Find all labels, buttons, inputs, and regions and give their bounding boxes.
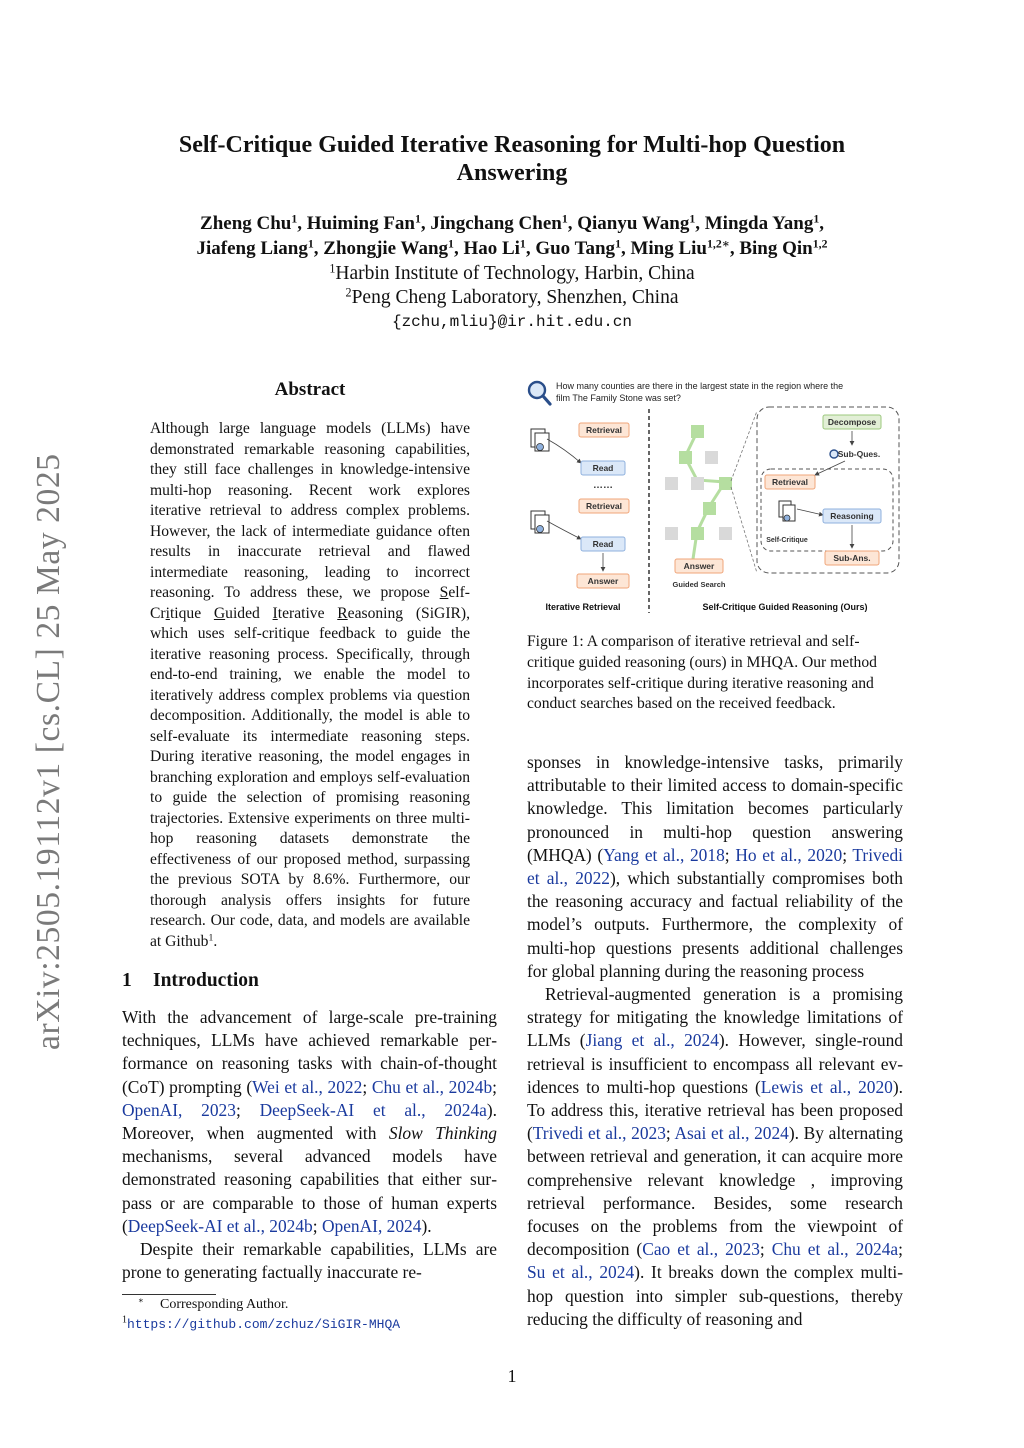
magnifier-icon	[529, 382, 550, 404]
github-url-link[interactable]: https://github.com/zchuz/SiGIR-MHQA	[127, 1317, 401, 1332]
citation-link[interactable]: Chu et al., 2024a	[771, 1239, 899, 1260]
self-critique-outer-box	[757, 407, 899, 573]
affiliation-2: $^2$Peng Cheng Laboratory, Shenzhen, China	[345, 285, 679, 308]
section-heading-introduction: 1 Introduction	[122, 970, 259, 991]
author: Hao Li$^1$,	[463, 237, 536, 259]
author: Jingchang Chen$^1$,	[430, 212, 578, 234]
citation-link[interactable]: OpenAI, 2024	[321, 1215, 422, 1236]
citation-link[interactable]: Asai et al., 2024	[674, 1123, 789, 1144]
sub-answer-label: Sub-Ans.	[833, 553, 871, 563]
author: Guo Tang$^1$,	[535, 237, 631, 259]
citation-link[interactable]: Yang et al., 2018	[603, 844, 725, 865]
citation-link[interactable]: Ho et al., 2020	[735, 844, 843, 865]
title-line-1: Self-Critique Guided Iterative Reasoning for Multi-hop Question	[178, 132, 846, 158]
abstract-body: Although large language models (LLMs) have demonstrated remarkable reasoning capabilities, they still face challenges in knowledge-intensive multi-hop reasoning. Recent work explores iterative retrieval to address complex problems. However, the lack of intermediate guidance often results in inaccurate retrieval and flawed intermediate reasoning, leading to incorrect reasoning. To address these, we propose Self-Critique Guided Iterative Reasoning (SiGIR), which uses self-critique feedback to guide the iterative reasoning process. Specifically, through end-to-end training, we enable the model to iteratively address complex problems via question decomposition. Additionally, the model is able to self-evaluate its intermediate reasoning steps. During iterative reasoning, the model engages in branching exploration and employs self-evaluation to guide the selection of promising reasoning trajectories. Extensive experiments on three multi-hop reasoning datasets demonstrate the effectiveness of our proposed method, surpassing the previous SOTA by 8.6%. Furthermore, our thorough analysis offers insights for future research. Our code, data, and models are available at Github$^1$.	[150, 420, 471, 950]
contact-email: {zchu,mliu}@ir.hit.edu.cn	[391, 313, 633, 331]
retrieval-label: Retrieval	[586, 501, 622, 511]
author: Ming Liu$^{1,2∗}$,	[630, 237, 740, 259]
answer-label: Answer	[587, 576, 619, 586]
sub-question-label: Sub-Ques.	[837, 449, 881, 459]
title-line-2: Answering	[456, 160, 568, 186]
retrieval-label: Retrieval	[772, 477, 808, 487]
arxiv-identifier: arXiv:2505.19112v1 [cs.CL] 25 May 2025	[30, 453, 67, 1050]
ellipsis: ……	[593, 480, 613, 491]
citation-link[interactable]: DeepSeek-AI et al., 2024b	[127, 1215, 313, 1236]
author: Jiafeng Liang$^1$,	[196, 237, 324, 259]
self-critique-guided-label: Self-Critique Guided Reasoning (Ours)	[702, 602, 868, 612]
right-column-text	[527, 751, 903, 1331]
footnote-corresponding-author: ∗ Corresponding Author.	[138, 1295, 289, 1312]
paper-title	[120, 131, 904, 187]
citation-link[interactable]: Su et al., 2024	[527, 1262, 635, 1283]
citation-link[interactable]: Trivedi et al., 2023	[532, 1123, 666, 1144]
author: Zheng Chu$^1$,	[200, 212, 307, 234]
right-paragraph-2: Retrieval-augmented generation is a promising strategy for mitigating the knowledge limitations of LLMs (Jiang et al., 2024). However, single-round retrieval is insufficient to encompass all relevant evidences to multi-hop questions (Lewis et al., 2020). To address this, iterative retrieval has been proposed (Trivedi et al., 2023; Asai et al., 2024). By alternating between retrieval and generation, it can acquire more comprehensive relevant knowledge , improving retrieval performance. Besides, some research focuses on the problems from the viewpoint of decomposition (Cao et al., 2023; Chu et al., 2024a; Su et al., 2024). It breaks down the complex multi-hop question into simpler sub-questions, thereby reducing the difficulty of reasoning and	[527, 984, 903, 1329]
citation-link[interactable]: OpenAI, 2023	[122, 1099, 236, 1120]
reasoning-label: Reasoning	[830, 511, 874, 521]
author: Zhongjie Wang$^1$,	[323, 237, 464, 259]
document-icon	[531, 511, 549, 533]
citation-link[interactable]: Jiang et al., 2024	[585, 1030, 719, 1051]
citation-link[interactable]: Lewis et al., 2020	[760, 1076, 893, 1097]
page-number: 1	[507, 1366, 517, 1386]
guided-search-label: Guided Search	[672, 580, 726, 589]
citation-link[interactable]: DeepSeek-AI et al., 2024a	[259, 1099, 487, 1120]
answer-label: Answer	[683, 561, 715, 571]
figure-1-diagram	[525, 377, 905, 617]
left-column-text	[122, 1006, 497, 1284]
read-label: Read	[592, 539, 614, 549]
authors-line-2	[120, 237, 904, 261]
citation-link[interactable]: Chu et al., 2024b	[371, 1076, 493, 1097]
citation-link[interactable]: Trivedi et al., 2022	[527, 844, 903, 889]
self-critique-label: Self-Critique	[766, 537, 808, 544]
search-tree	[665, 425, 732, 559]
figure-caption: Figure 1: A comparison of iterative retrieval and self-critique guided reasoning (ours) in MHQA. Our method incorporates self-critique during iterative reasoning and conduct searches based on the received feedback.	[527, 633, 877, 713]
read-label: Read	[592, 463, 614, 473]
intro-paragraph-1: With the advancement of large-scale pre-training techniques, LLMs have achieved remarkable performance on reasoning tasks with chain-of-thought (CoT) prompting (Wei et al., 2022; Chu et al., 2024b; OpenAI, 2023; DeepSeek-AI et al., 2024a). Moreover, when augmented with Slow Thinking mechanisms, several advanced models have demonstrated reasoning capabilities that either surpass or are comparable to those of human experts (DeepSeek-AI et al., 2024b; OpenAI, 2024).	[122, 1007, 497, 1236]
figure-question-line-1: How many counties are there in the largest state in the region where the	[556, 381, 844, 391]
affiliation-1: $^1$Harbin Institute of Technology, Harbin, China	[329, 261, 695, 284]
footnote-marker: 1	[208, 932, 214, 944]
iterative-retrieval-label: Iterative Retrieval	[545, 602, 621, 612]
abstract-heading: Abstract	[274, 379, 346, 400]
method-name: Self-Critique Guided Iterative Reasoning	[150, 584, 470, 622]
decompose-label: Decompose	[827, 417, 877, 427]
authors-line-1	[120, 212, 904, 236]
author: Huiming Fan$^1$,	[306, 212, 431, 234]
document-icon	[779, 501, 795, 521]
figure-question-line-2: film The Family Stone was set?	[556, 393, 681, 403]
retrieval-label: Retrieval	[586, 425, 622, 435]
author: Qianyu Wang$^1$,	[577, 212, 705, 234]
document-icon	[531, 429, 549, 451]
footnote-github-link: $^1$https://github.com/zchuz/SiGIR-MHQA	[122, 1314, 401, 1332]
intro-paragraph-2: Despite their remarkable capabilities, LLMs are prone to generating factually inaccurate re-	[122, 1239, 497, 1283]
author: Bing Qin$^{1,2}$	[739, 237, 828, 259]
footnote-divider	[122, 1294, 216, 1295]
citation-link[interactable]: Wei et al., 2022	[252, 1076, 363, 1097]
author: Mingda Yang$^1$,	[704, 212, 824, 234]
citation-link[interactable]: Cao et al., 2023	[642, 1239, 760, 1260]
right-paragraph-1: sponses in knowledge-intensive tasks, primarily attributable to their limited access to domain-specific knowledge. This limitation becomes particularly pronounced in multi-hop question answering (MHQA) (Yang et al., 2018; Ho et al., 2020; Trivedi et al., 2022), which substantially compromises both the reasoning accuracy and factual reliability of the model’s outputs. Furthermore, the complexity of multi-hop questions presents additional challenges for global planning during the reasoning process	[527, 752, 903, 981]
